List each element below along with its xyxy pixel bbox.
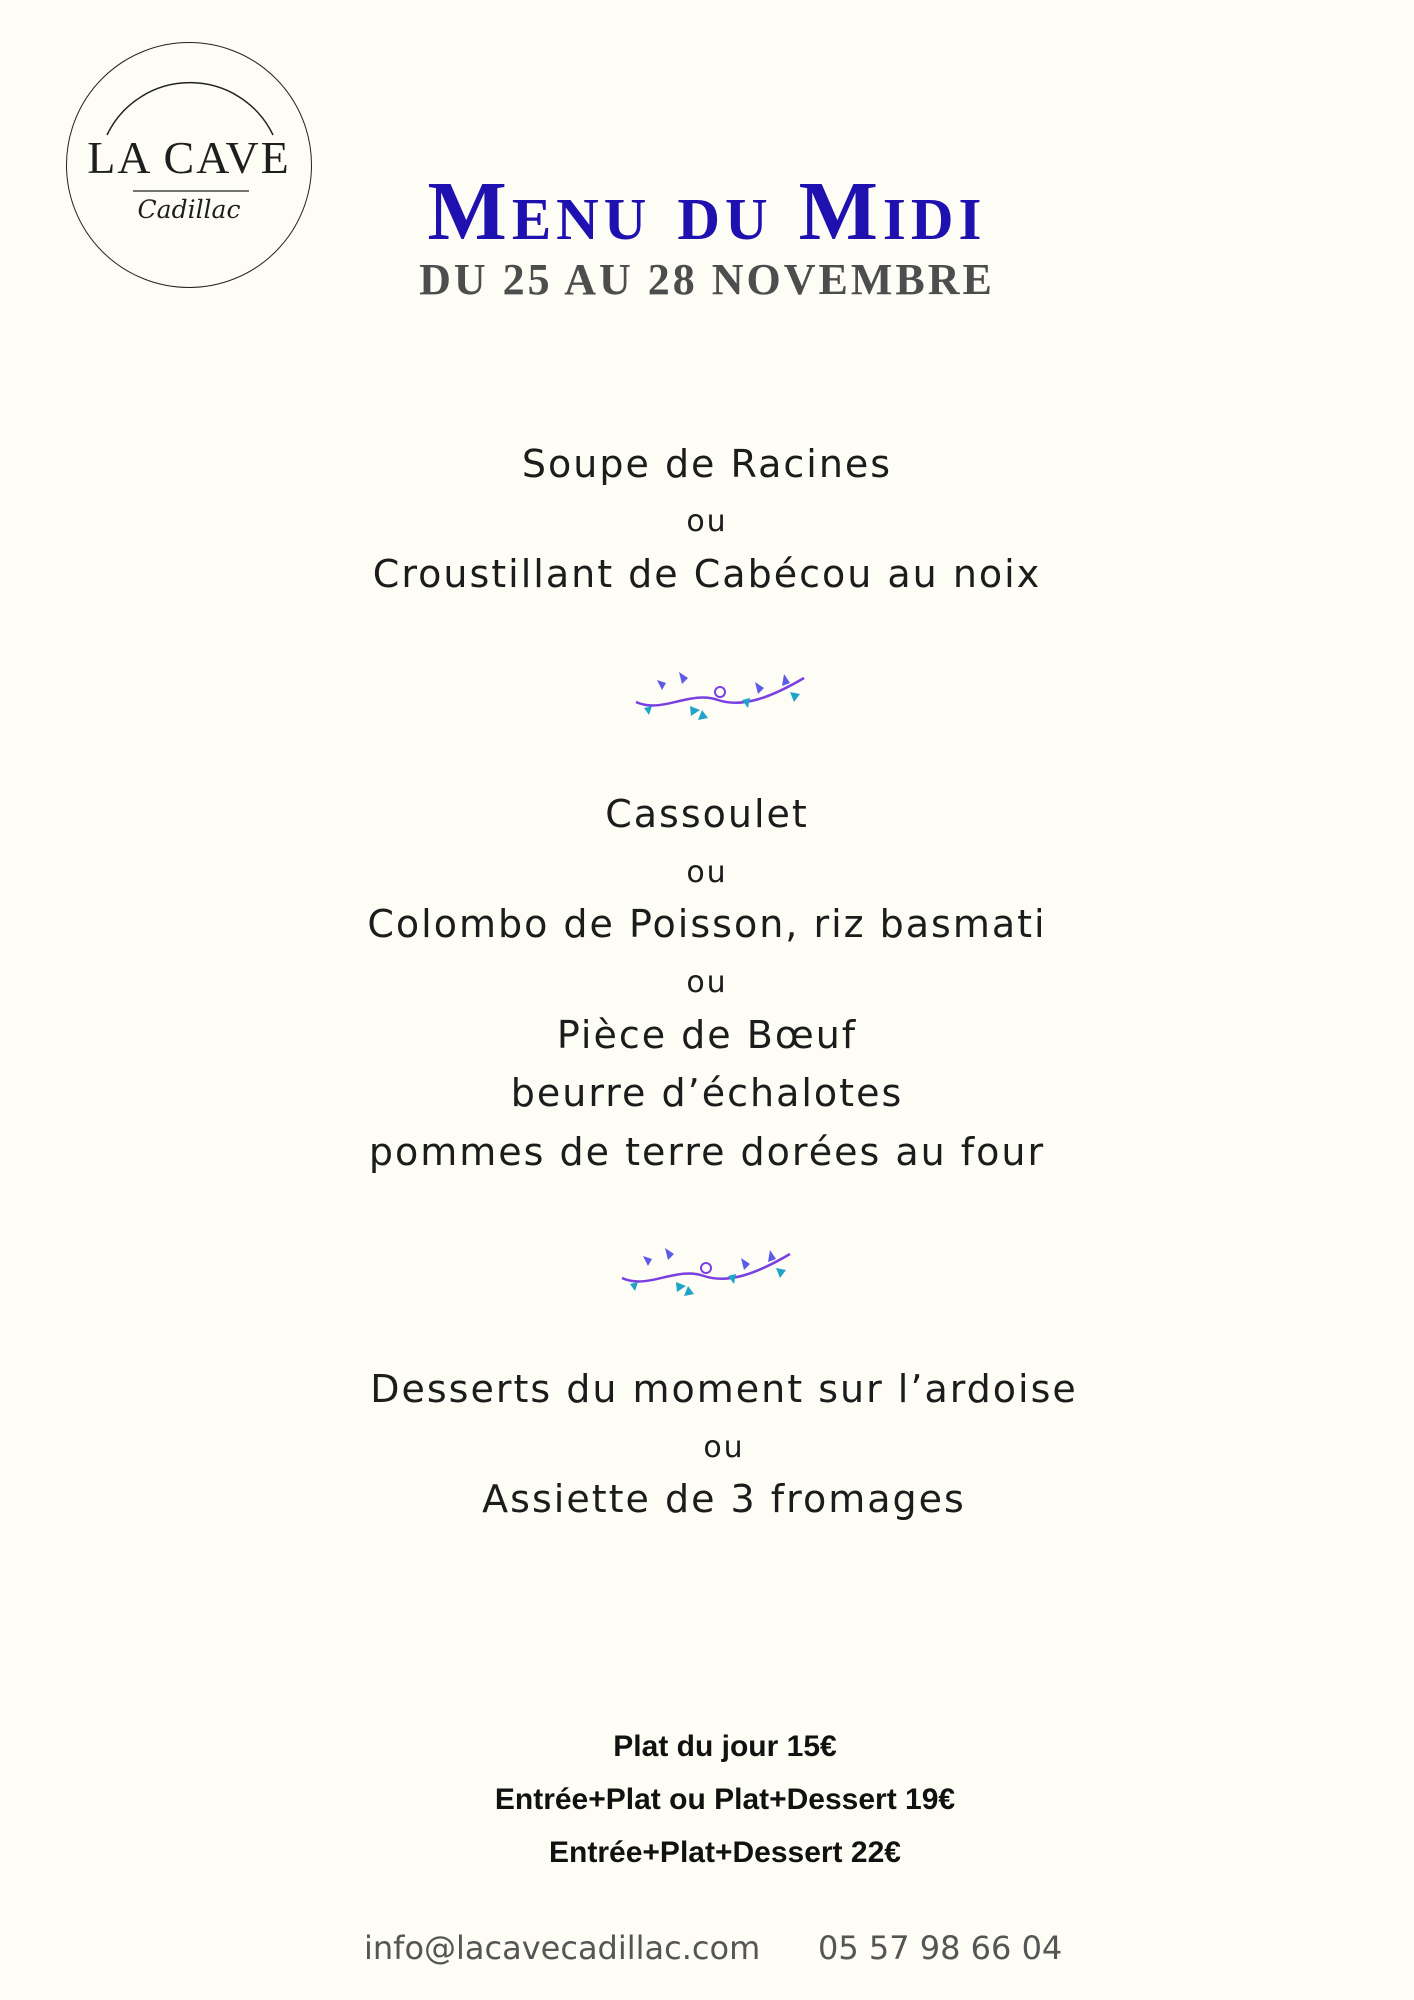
plat-item-detail: pommes de terre dorées au four (368, 1130, 1046, 1174)
plat-item-detail: beurre d’échalotes (510, 1071, 904, 1115)
or-separator: ou (703, 1430, 745, 1465)
or-separator: ou (686, 965, 728, 1000)
date-range: DU 25 AU 28 NOVEMBRE (419, 255, 995, 304)
or-separator: ou (686, 855, 728, 890)
price-three-courses: Entrée+Plat+Dessert 22€ (549, 1836, 901, 1869)
logo-script: Cadillac (137, 195, 241, 224)
plat-item: Cassoulet (605, 792, 809, 836)
plat-item: Colombo de Poisson, riz basmati (367, 902, 1047, 946)
plat-item: Pièce de Bœuf (556, 1013, 858, 1057)
dessert-item: Assiette de 3 fromages (482, 1477, 966, 1521)
floral-vine-icon (632, 664, 812, 722)
contact-phone[interactable]: 05 57 98 66 04 (818, 1929, 1063, 1967)
price-two-courses: Entrée+Plat ou Plat+Dessert 19€ (494, 1783, 956, 1816)
price-plat-du-jour: Plat du jour 15€ (613, 1730, 837, 1763)
floral-vine-icon (618, 1240, 798, 1298)
entree-item: Croustillant de Cabécou au noix (372, 552, 1042, 596)
entree-item: Soupe de Racines (521, 442, 893, 486)
contact-email[interactable]: info@lacavecadillac.com (364, 1929, 761, 1967)
logo-name: LA CAVE (87, 132, 291, 183)
page-title: Menu du Midi (427, 165, 987, 258)
or-separator: ou (686, 504, 728, 539)
dessert-item: Desserts du moment sur l’ardoise (370, 1367, 1078, 1411)
